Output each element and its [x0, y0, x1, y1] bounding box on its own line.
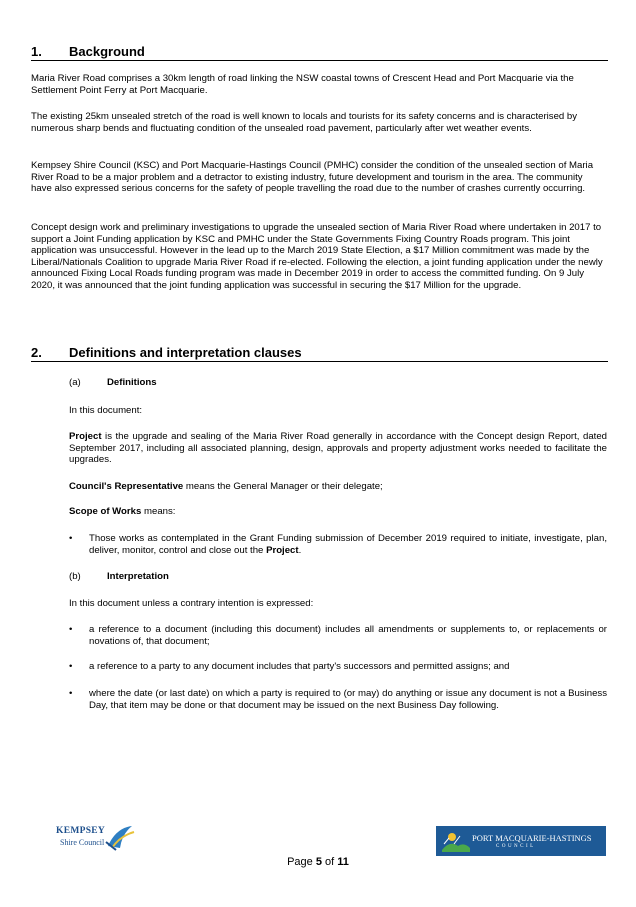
kempsey-emblem-icon — [102, 822, 138, 852]
logo-text: KEMPSEY — [56, 826, 106, 836]
section-number: 1. — [31, 44, 42, 59]
section-heading — [31, 345, 608, 362]
section-number: 2. — [31, 345, 42, 360]
list-item-text: a reference to a party to any document includes that party's successors and permitted assigns; and — [89, 661, 510, 672]
page-number: Page 5 of 11 — [287, 856, 349, 868]
pmhc-emblem-icon — [442, 830, 470, 852]
section-title: Definitions and interpretation clauses — [69, 345, 302, 360]
logo-text: COUNCIL — [496, 844, 536, 849]
bullet-icon: • — [69, 688, 73, 699]
paragraph: The existing 25km unsealed stretch of the road is well known to locals and tourists for its safety concerns and is characterised by numerous sharp bends and fluctuating condition of the unsealed road pavement, particularly after wet weather events. — [31, 111, 578, 134]
logo-text: PORT MACQUARIE-HASTINGS — [472, 833, 592, 843]
logo-text: Shire Council — [60, 838, 105, 847]
subsection-label: (b) — [69, 571, 81, 582]
definition-text: is the upgrade and sealing of the Maria River Road generally in accordance with the Concept design Report, dated September 2017, including all associated planning, design, approvals and property adjustment works needed to facilitate the upgrades. — [69, 431, 607, 466]
definition-text: means the General Manager or their delegate; — [183, 481, 383, 492]
bullet-icon: • — [69, 533, 73, 544]
defined-term: Project — [69, 431, 102, 442]
paragraph: Kempsey Shire Council (KSC) and Port Macquarie-Hastings Council (PMHC) consider the condition of the unsealed section of Maria River Road to be a major problem and a detractor to existing industry, future development and tourism in the area. The community have also expressed serious concerns for the safety of people travelling the road due to the number of crashes currently occurring. — [31, 160, 594, 195]
paragraph: In this document: — [69, 405, 143, 416]
list-item-text: where the date (or last date) on which a party is required to (or may) do anything or issue any document is not a Business Day, that item may be done or that document may be issued on the next Business Day following. — [89, 688, 607, 711]
subsection-heading — [69, 377, 157, 388]
list-item-text: Those works as contemplated in the Grant Funding submission of December 2019 required to initiate, investigate, plan, deliver, monitor, control and close out the Project. — [89, 533, 607, 556]
section-heading — [31, 44, 608, 61]
list-item-text: a reference to a document (including this document) includes all amendments or supplements to, or replacements or novations of, that document; — [89, 624, 607, 647]
defined-term: Scope of Works — [69, 506, 142, 517]
paragraph: Concept design work and preliminary investigations to upgrade the unsealed section of Maria River Road where undertaken in 2017 to support a Joint Funding application by KSC and PMHC under the State Governments Fixing Country Roads program. This joint application was unsuccessful. However in the lead up to the March 2019 State Election, a $17 Million commitment was made by the Liberal/Nationals Coalition to upgrade Maria River Road if re-elected. Following the election, a joint funding application under the newly announced Fixing Local Roads funding program was made in December 2019 in order to access the committed funding. On 9 July 2020, it was announced that the joint funding application was successful in securing the $17 Million for the upgrade. — [31, 222, 603, 291]
paragraph: In this document unless a contrary intention is expressed: — [69, 598, 314, 609]
subsection-title: Definitions — [107, 377, 157, 388]
subsection-heading — [69, 571, 169, 582]
definition-scope — [69, 506, 607, 518]
bullet-icon: • — [69, 624, 73, 635]
definition-representative — [69, 481, 607, 493]
pmhc-logo — [436, 826, 606, 856]
subsection-label: (a) — [69, 377, 81, 388]
bullet-icon: • — [69, 661, 73, 672]
definition-project — [69, 431, 607, 466]
kempsey-logo — [56, 822, 146, 858]
section-title: Background — [69, 44, 145, 59]
defined-term: Council's Representative — [69, 481, 184, 492]
paragraph: Maria River Road comprises a 30km length of road linking the NSW coastal towns of Crescent Head and Port Macquarie via the Settlement Point Ferry at Port Macquarie. — [31, 73, 574, 96]
definition-text: means: — [141, 506, 176, 517]
subsection-title: Interpretation — [107, 571, 169, 582]
